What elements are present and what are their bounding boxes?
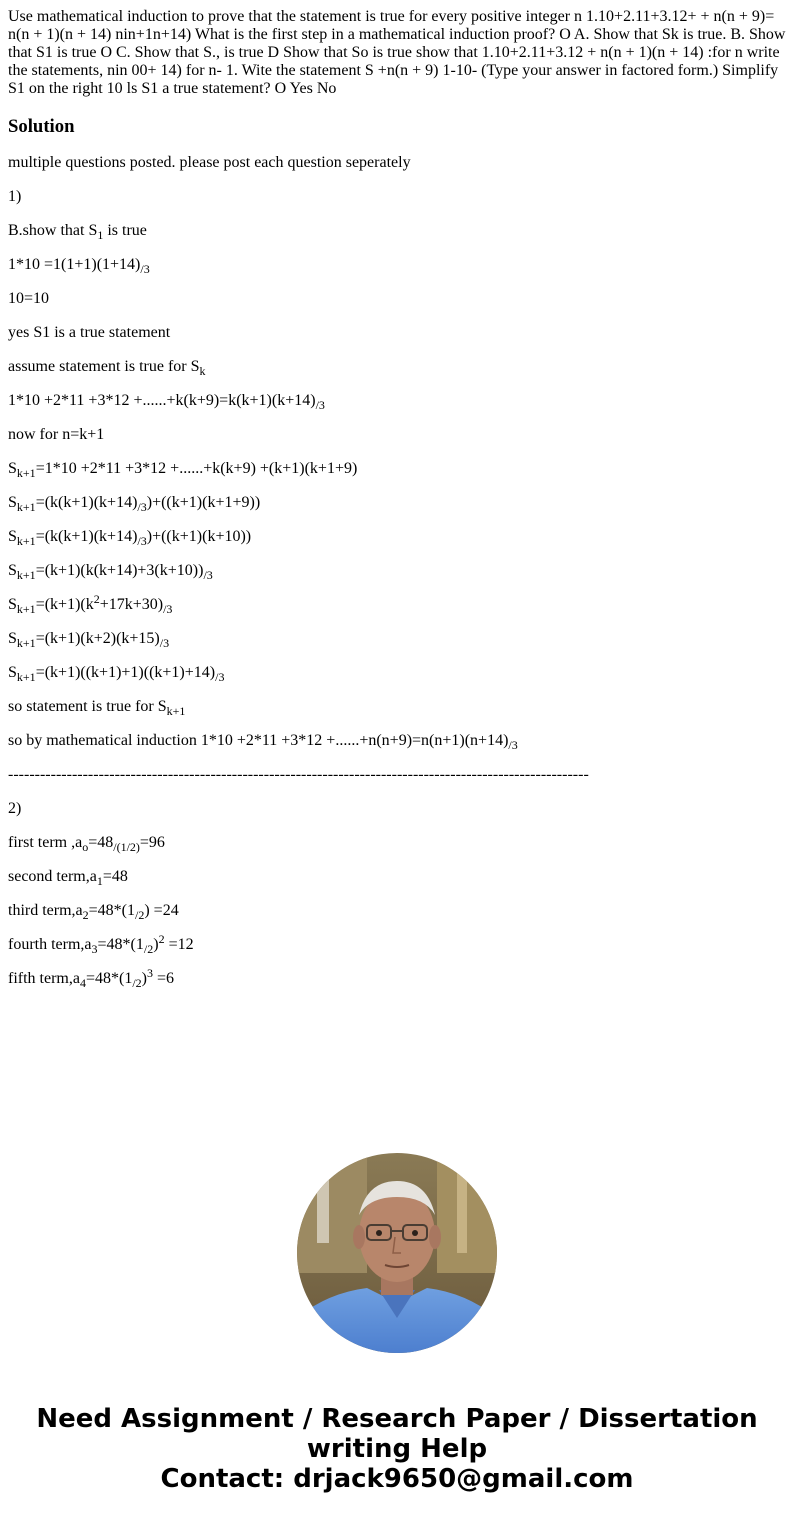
term-line: second $term,a_1=48$ [8, 868, 128, 888]
footer-line-1: Need Assignment / Research Paper / Dissertation [36, 1404, 758, 1434]
question-text: Use mathematical induction to prove that the statement is true for every positive integer n 1.10+2.11+3.12+ + n(n + 9)= n(n + 1)(n + 14) nin+1n+14) What is the first step in a mathematical induction proof? O A. Show that Sk is true. B. Show that S1 is true O C. Show that S., is true D Show that So is true show that 1.10+2.11+3.12 + n(n + 1)(n + 14) :for n write the statements, nin 00+ 14) for n- 1. Wite the statement S +n(n + 9) 1-10- (Type your answer in factored form.) Simplify S1 on the right 10 ls S1 a true statement? O Yes No [8, 8, 786, 97]
section-divider: ------------------------------------------------------------------------------------------------------------- [8, 766, 589, 783]
hypothesis-equation: $1*10 +2*11 +3*12 +......+k(k+9)=k(k+1)(k+14)_{/3}$ [8, 392, 325, 412]
footer-banner [0, 1404, 794, 1494]
author-avatar [297, 1153, 497, 1353]
final-conclusion: so by mathematical induction $1*10 +2*11 +3*12 +......+n(n+9)=n(n+1)(n+14)_{/3}$ [8, 732, 518, 752]
step-line: $S_{k+1}=1*10 +2*11 +3*12 +......+k(k+9) +(k+1)(k+1+9)$ [8, 460, 358, 480]
term-line: fourth $term,a_3=48*(1_{/2})^2 =12$ [8, 932, 194, 956]
step-line: $S_{k+1}=(k+1)(k+2)(k+15)_{/3}$ [8, 630, 170, 650]
step-line: $S_{k+1}=(k(k+1)(k+14)_{/3})+((k+1)(k+1+9))$ [8, 494, 261, 514]
footer-line-2: writing Help [306, 1434, 488, 1464]
base-case-heading: B.show that $S_1$ is true [8, 222, 147, 242]
step-line: $S_{k+1}=(k+1)(k(k+14)+3(k+10))_{/3}$ [8, 562, 213, 582]
term-line: fifth $term,a_4=48*(1_{/2})^3 =6$ [8, 966, 175, 990]
base-case-conclusion: yes S1 is a true statement [8, 324, 171, 341]
solution-heading: Solution [8, 116, 75, 137]
part2-label: 2) [8, 800, 22, 817]
step-conclusion: so statement is true for $S_{k+1}$ [8, 698, 186, 718]
induction-hypothesis: assume statement is true for $S_k$ [8, 358, 206, 378]
term-line: first term $,a_o=48_{/(1/2)}=96$ [8, 834, 165, 854]
term-line: third $term,a_2=48*(1_{/2}) =24$ [8, 902, 179, 922]
step-line: $S_{k+1}=(k+1)(k^2+17k+30)_{/3}$ [8, 592, 173, 616]
footer-contact: Contact: drjack9650@gmail.com [160, 1464, 634, 1494]
intro-note: multiple questions posted. please post each question seperately [8, 154, 411, 171]
part2-section [8, 800, 786, 988]
inductive-step-intro: now for n=k+1 [8, 426, 105, 443]
part1-section [8, 188, 786, 750]
step-line: $S_{k+1}=(k(k+1)(k+14)_{/3})+((k+1)(k+10))$ [8, 528, 252, 548]
part1-label: 1) [8, 188, 22, 205]
base-case-result: 10=10 [8, 290, 50, 307]
step-line: $S_{k+1}=(k+1)((k+1)+1)((k+1)+14)_{/3}$ [8, 664, 225, 684]
base-case-equation: $1*10 =1(1+1)(1+14)_{/3}$ [8, 256, 150, 276]
